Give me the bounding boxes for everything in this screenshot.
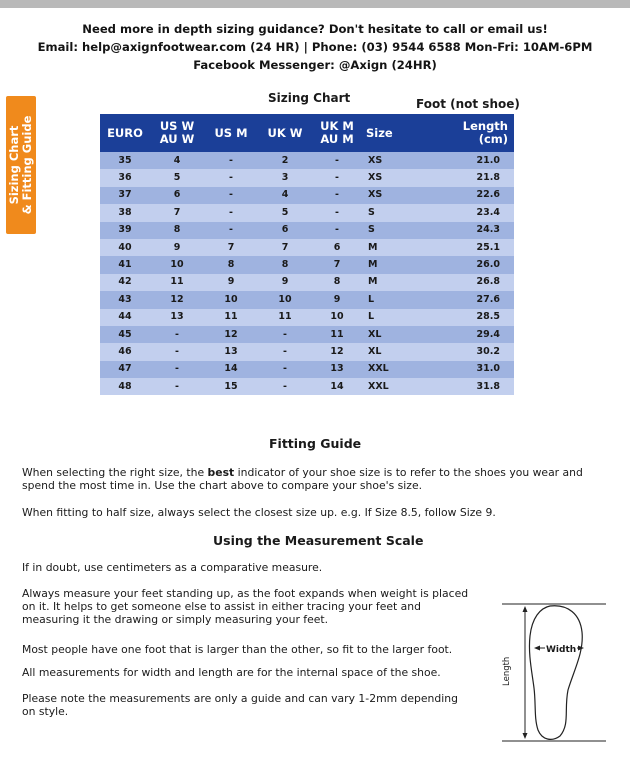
cell-ukw: 6 [258, 222, 312, 239]
table-row [100, 291, 514, 308]
cell-length: 23.4 [402, 204, 514, 221]
cell-size: XS [362, 187, 402, 204]
table-row [100, 239, 514, 256]
cell-length: 27.6 [402, 291, 514, 308]
header-ukm-line-1: UK M [320, 119, 354, 133]
cell-usw: 12 [150, 291, 204, 308]
cell-length: 21.8 [402, 169, 514, 186]
cell-euro: 38 [100, 204, 150, 221]
cell-euro: 46 [100, 343, 150, 360]
side-tab-label [8, 116, 34, 215]
diagram-length-label: Length [502, 656, 512, 686]
cell-usw: 4 [150, 152, 204, 169]
cell-ukw: 7 [258, 239, 312, 256]
cell-euro: 39 [100, 222, 150, 239]
cell-length: 31.0 [402, 361, 514, 378]
table-row [100, 343, 514, 360]
cell-ukw: - [258, 343, 312, 360]
cell-euro: 41 [100, 256, 150, 273]
cell-size: XXL [362, 378, 402, 395]
measurement-paragraph-3: Most people have one foot that is larger than the other, so fit to the larger foot. [22, 643, 453, 656]
foot-diagram [498, 600, 608, 745]
cell-ukw: 9 [258, 274, 312, 291]
contact-line-2: Email: help@axignfootwear.com (24 HR) | Phone: (03) 9544 6588 Mon-Fri: 10AM-6PM [37, 40, 593, 54]
cell-ukw: 2 [258, 152, 312, 169]
cell-length: 30.2 [402, 343, 514, 360]
cell-usm: - [204, 204, 258, 221]
header-ukm [312, 114, 362, 152]
table-row [100, 222, 514, 239]
cell-euro: 45 [100, 326, 150, 343]
header-length-line-2: (cm) [478, 132, 508, 146]
cell-euro: 44 [100, 309, 150, 326]
contact-block [0, 20, 630, 74]
cell-usw: - [150, 326, 204, 343]
cell-usm: 11 [204, 309, 258, 326]
cell-euro: 37 [100, 187, 150, 204]
cell-usm: - [204, 152, 258, 169]
cell-length: 24.3 [402, 222, 514, 239]
header-usm: US M [204, 114, 258, 152]
table-row [100, 256, 514, 273]
cell-size: L [362, 291, 402, 308]
cell-usw: 10 [150, 256, 204, 273]
sizing-chart-title: Sizing Chart [268, 91, 351, 105]
cell-usm: 14 [204, 361, 258, 378]
cell-usm: - [204, 169, 258, 186]
fitting-paragraph-1 [22, 466, 612, 492]
table-row [100, 326, 514, 343]
cell-usw: 7 [150, 204, 204, 221]
cell-usw: 13 [150, 309, 204, 326]
cell-usm: 9 [204, 274, 258, 291]
measurement-paragraph-2: Always measure your feet standing up, as the foot expands when weight is placed on it. It helps to get someone else to assist in either tracing your feet and measuring it the drawing or simply measuring your feet. [22, 587, 469, 626]
cell-length: 25.1 [402, 239, 514, 256]
cell-length: 31.8 [402, 378, 514, 395]
table-row [100, 169, 514, 186]
cell-length: 22.6 [402, 187, 514, 204]
cell-length: 29.4 [402, 326, 514, 343]
cell-euro: 42 [100, 274, 150, 291]
side-tab-line-2: & Fitting Guide [20, 115, 34, 215]
cell-ukm: - [312, 152, 362, 169]
side-tab-line-1: Sizing Chart [7, 125, 21, 205]
cell-length: 26.8 [402, 274, 514, 291]
measurement-paragraph-4: All measurements for width and length are for the internal space of the shoe. [22, 666, 441, 679]
fitting-p1-bold: best [207, 466, 235, 479]
fitting-paragraph-2: When fitting to half size, always select the closest size up. e.g. If Size 8.5, follow Size 9. [22, 506, 496, 519]
header-usw [150, 114, 204, 152]
cell-ukm: 14 [312, 378, 362, 395]
header-euro: EURO [100, 114, 150, 152]
cell-ukm: 9 [312, 291, 362, 308]
header-ukm-line-2: AU M [320, 132, 354, 146]
cell-size: M [362, 239, 402, 256]
cell-usm: - [204, 222, 258, 239]
cell-usm: 10 [204, 291, 258, 308]
cell-euro: 43 [100, 291, 150, 308]
cell-size: S [362, 222, 402, 239]
table-header-row [100, 114, 514, 152]
cell-size: L [362, 309, 402, 326]
cell-size: XS [362, 152, 402, 169]
cell-ukw: - [258, 326, 312, 343]
cell-ukm: 12 [312, 343, 362, 360]
table-row [100, 309, 514, 326]
measurement-paragraph-5: Please note the measurements are only a guide and can vary 1-2mm depending on style. [22, 692, 458, 718]
cell-ukm: 10 [312, 309, 362, 326]
header-usw-line-2: AU W [159, 132, 195, 146]
cell-ukm: - [312, 169, 362, 186]
cell-size: S [362, 204, 402, 221]
table-row [100, 274, 514, 291]
measurement-paragraph-1: If in doubt, use centimeters as a comparative measure. [22, 561, 323, 574]
cell-ukw: - [258, 361, 312, 378]
cell-ukm: 6 [312, 239, 362, 256]
contact-line-1: Need more in depth sizing guidance? Don't hesitate to call or email us! [82, 22, 548, 36]
contact-line-3: Facebook Messenger: @Axign (24HR) [193, 58, 437, 72]
fitting-p1-start: When selecting the right size, the [22, 466, 208, 479]
cell-length: 21.0 [402, 152, 514, 169]
cell-usm: - [204, 187, 258, 204]
cell-usw: 5 [150, 169, 204, 186]
cell-size: XXL [362, 361, 402, 378]
top-border [0, 0, 630, 8]
cell-size: XS [362, 169, 402, 186]
cell-usm: 7 [204, 239, 258, 256]
diagram-width-label: Width [546, 645, 577, 655]
header-ukw: UK W [258, 114, 312, 152]
cell-length: 26.0 [402, 256, 514, 273]
cell-size: M [362, 256, 402, 273]
header-length [402, 114, 514, 152]
header-length-line-1: Length [462, 119, 508, 133]
table-row [100, 152, 514, 169]
cell-euro: 40 [100, 239, 150, 256]
cell-ukm: - [312, 187, 362, 204]
cell-ukm: - [312, 204, 362, 221]
cell-ukm: 13 [312, 361, 362, 378]
cell-ukw: 8 [258, 256, 312, 273]
cell-euro: 35 [100, 152, 150, 169]
table-row [100, 187, 514, 204]
cell-usw: 11 [150, 274, 204, 291]
cell-size: M [362, 274, 402, 291]
cell-euro: 48 [100, 378, 150, 395]
header-usw-line-1: US W [159, 119, 195, 133]
cell-usm: 12 [204, 326, 258, 343]
cell-usw: - [150, 378, 204, 395]
cell-usw: 6 [150, 187, 204, 204]
cell-ukw: 10 [258, 291, 312, 308]
cell-ukw: 4 [258, 187, 312, 204]
cell-size: XL [362, 326, 402, 343]
table-row [100, 378, 514, 395]
cell-ukm: 7 [312, 256, 362, 273]
cell-usm: 15 [204, 378, 258, 395]
cell-ukw: 5 [258, 204, 312, 221]
side-tab [6, 96, 36, 234]
cell-ukw: 11 [258, 309, 312, 326]
foot-outline-icon [498, 600, 608, 745]
cell-usw: - [150, 343, 204, 360]
cell-usm: 8 [204, 256, 258, 273]
header-size: Size [362, 114, 402, 152]
cell-usw: 8 [150, 222, 204, 239]
cell-ukm: 11 [312, 326, 362, 343]
cell-usw: - [150, 361, 204, 378]
cell-ukw: - [258, 378, 312, 395]
cell-ukm: 8 [312, 274, 362, 291]
table-row [100, 204, 514, 221]
cell-usm: 13 [204, 343, 258, 360]
fitting-guide-title: Fitting Guide [269, 436, 362, 451]
cell-size: XL [362, 343, 402, 360]
measurement-title: Using the Measurement Scale [213, 533, 424, 548]
foot-label: Foot (not shoe) [416, 97, 520, 111]
fitting-p1-end: indicator of your shoe size is to refer to the shoes you wear and spend the most time in. Use the chart above to compare your shoe's size. [22, 466, 583, 492]
cell-length: 28.5 [402, 309, 514, 326]
cell-ukw: 3 [258, 169, 312, 186]
cell-usw: 9 [150, 239, 204, 256]
cell-ukm: - [312, 222, 362, 239]
cell-euro: 36 [100, 169, 150, 186]
table-row [100, 361, 514, 378]
sizing-table [100, 114, 514, 395]
cell-euro: 47 [100, 361, 150, 378]
